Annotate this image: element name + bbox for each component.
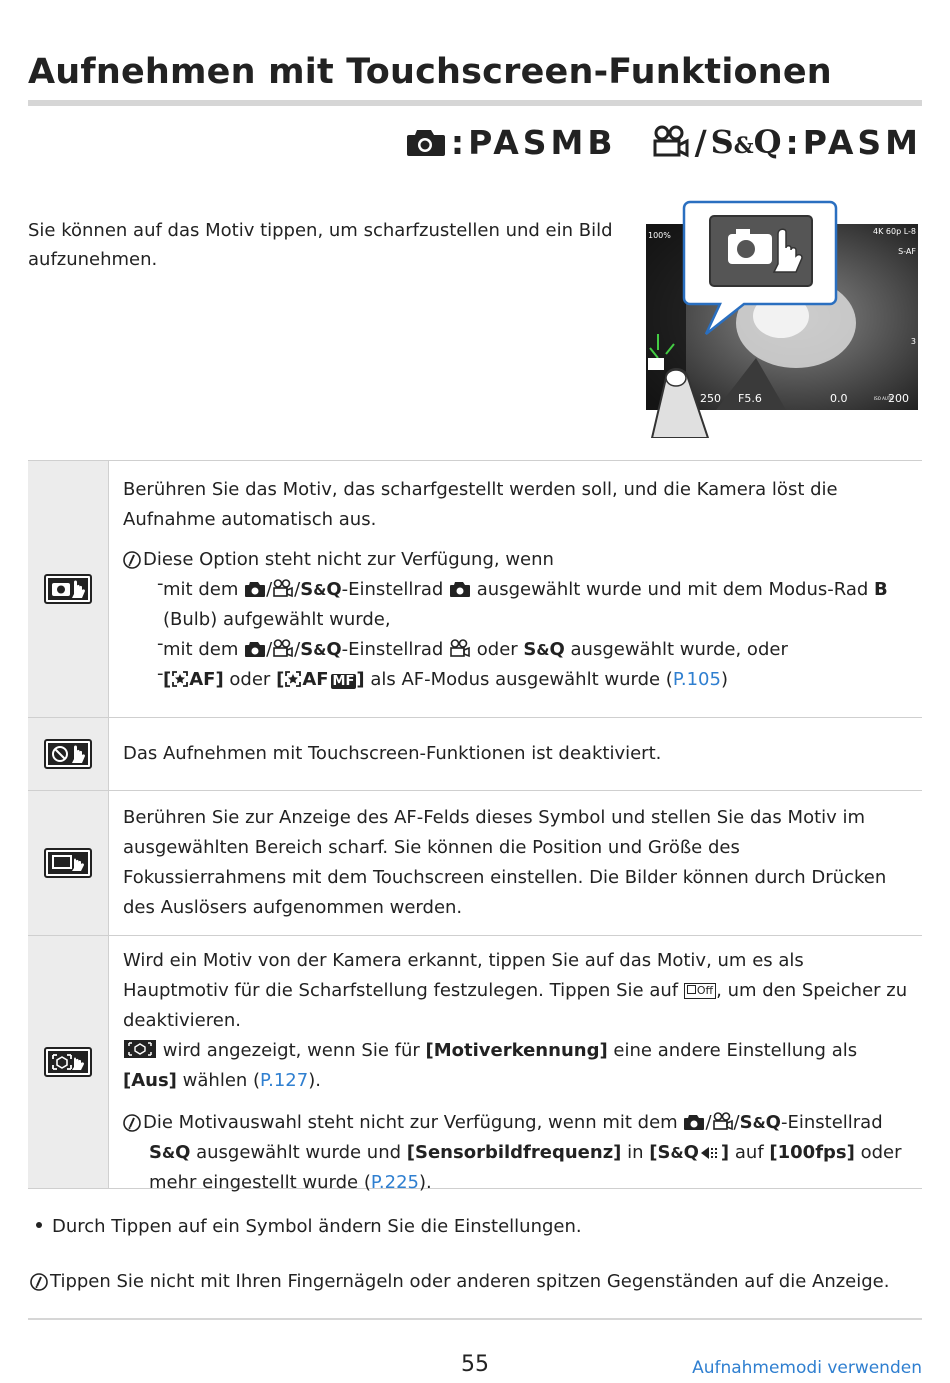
bullet-icon [36, 1222, 42, 1228]
page-ref-link[interactable]: P.127 [260, 1070, 309, 1091]
face-priority-icon [284, 670, 302, 688]
sq-label: S&Q [657, 1142, 699, 1163]
caution-icon [123, 1114, 141, 1132]
caution-icon [123, 551, 141, 569]
movie-icon [272, 579, 294, 598]
row3-description: Berühren Sie zur Anzeige des AF-Felds dieses Symbol und stellen Sie das Motiv im ausgewählten Bereich scharf. Sie können die Position und Größe des Fokussierrahmens mit dem Touchscreen einstellen. Die Bilder können durch Drücken des Auslösers aufgenommen werden. [123, 807, 887, 918]
row2-description: Das Aufnehmen mit Touchscreen-Funktionen ist deaktiviert. [123, 743, 662, 764]
face-priority-icon [171, 670, 189, 688]
row1-sub-item: - mit dem / /S&Q-Einstellrad ausgewählt wurde und mit dem Modus-Rad B (Bulb) aufgewählt wurde, [157, 573, 888, 630]
camera-icon [244, 580, 266, 598]
movie-icon [712, 1112, 734, 1131]
lcd-iso: 200 [888, 392, 909, 405]
caution-icon [30, 1273, 48, 1291]
table-row [28, 461, 922, 718]
page-title: Aufnehmen mit Touchscreen-Funktionen [28, 52, 832, 92]
frame-rate-icon [699, 1145, 721, 1161]
options-table [28, 460, 922, 1193]
row4-note: Die Motivauswahl steht nicht zur Verfügung, wenn mit dem / /S&Q-Einstellrad S&Q ausgewählt wurde und [Sensorbildfrequenz] in [S&Q ] auf [100fps] oder mehr eingestellt wurde (P.225). [123, 1108, 908, 1198]
mode-indicator: : PASMB / S&Q : PASM [405, 120, 922, 164]
row1-sub-item: - [ AF] oder [ AF MF ] als AF-Modus ausgewählt wurde (P.105) [157, 663, 728, 690]
title-rule [28, 100, 922, 106]
sq-label: S&Q [149, 1142, 191, 1163]
touch-shutter-icon [44, 574, 92, 604]
mf-badge: MF [332, 674, 355, 689]
table-row [28, 936, 922, 1193]
sq-label: S&Q [523, 639, 565, 660]
bullet-note: Durch Tippen auf ein Symbol ändern Sie die Einstellungen. [36, 1212, 582, 1242]
row4-description: Wird ein Motiv von der Kamera erkannt, tippen Sie auf das Motiv, um es als Hauptmotiv für die Scharfstellung festzulegen. Tippen Sie auf Off , um den Speicher zu deaktivieren. wird angezeigt, wenn Sie für [Motiverkennung] eine andere Einstellung als [Aus] wählen (P.127). [123, 950, 908, 1091]
sq-label: S&Q [300, 639, 342, 660]
video-modes: PASM [802, 122, 922, 162]
row1-description: Berühren Sie das Motiv, das scharfgestellt werden soll, und die Kamera löst die Aufnahme automatisch aus. [123, 479, 838, 530]
subject-tracking-icon [123, 1039, 157, 1059]
subject-select-icon [44, 1047, 92, 1077]
intro-text: Sie können auf das Motiv tippen, um scharfzustellen und ein Bild aufzunehmen. [28, 220, 613, 270]
lcd-iso-label: ISO AUTO [874, 396, 894, 401]
lcd-aperture: F5.6 [738, 392, 762, 405]
camera-icon [244, 640, 266, 658]
footer-rule [28, 1318, 922, 1320]
off-icon: Off [684, 983, 716, 999]
sq-label: S&Q [300, 579, 342, 600]
movie-icon [272, 639, 294, 658]
touchscreen-illustration [636, 198, 926, 438]
movie-icon [651, 125, 691, 159]
lcd-battery: 100% [648, 231, 671, 240]
caution-note: Tippen Sie nicht mit Ihren Fingernägeln oder anderen spitzen Gegenständen auf die Anzeige. [30, 1267, 889, 1297]
lcd-flash-count: 3 [910, 337, 916, 346]
movie-icon [449, 639, 471, 658]
page-number: 55 [461, 1352, 489, 1377]
row1-sub-item: - mit dem / /S&Q-Einstellrad oder S&Q ausgewählt wurde, oder [157, 633, 788, 660]
lcd-af-mode: S-AF [898, 247, 916, 256]
footer-section-link[interactable]: Aufnahmemodi verwenden [692, 1358, 922, 1378]
page-ref-link[interactable]: P.105 [672, 669, 721, 690]
photo-modes: PASMB [468, 122, 617, 162]
touch-off-icon [44, 739, 92, 769]
page-ref-link[interactable]: P.225 [370, 1172, 420, 1193]
row1-note: Diese Option steht nicht zur Verfügung, wenn - mit dem / /S&Q-Einstellrad ausgewählt wurde und mit dem Modus-Rad B (Bulb) aufgewählt wurde, - mit dem / /S&Q-Einstellrad oder S&Q ausgewählt wurde, oder - [ AF] oder [ AF MF ] als AF-Modus ausgewählt wurde (P.105) [123, 545, 908, 697]
lcd-exposure: 0.0 [830, 392, 848, 405]
camera-icon [449, 580, 471, 598]
camera-icon [405, 126, 447, 158]
sq-label: S&Q [739, 1112, 781, 1133]
bulb-mode-letter: B [874, 579, 888, 600]
lcd-shutter: 250 [700, 392, 721, 405]
af-frame-icon [44, 848, 92, 878]
sq-mode-label: S&Q [710, 123, 782, 161]
table-row [28, 791, 922, 936]
table-row [28, 718, 922, 791]
lcd-video-format: 4K 60p L-8 [873, 227, 916, 236]
camera-icon [683, 1113, 705, 1131]
